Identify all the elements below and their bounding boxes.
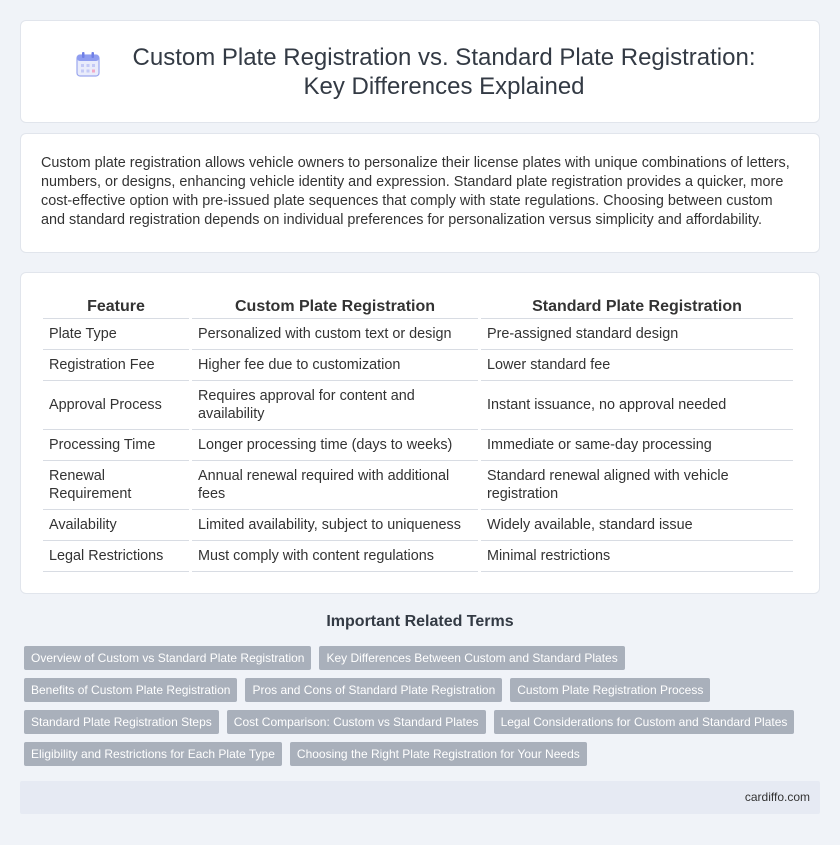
header-custom: Custom Plate Registration [192,293,478,319]
table-cell: Renewal Requirement [43,461,189,510]
tag-row [24,710,820,734]
calendar-icon [76,51,100,77]
table-cell: Must comply with content regulations [192,541,478,572]
table-cell: Approval Process [43,381,189,430]
tag-row [24,678,820,702]
related-term-tag[interactable]: Choosing the Right Plate Registration for Your Needs [290,742,587,766]
tag-row [24,646,820,670]
footer [20,781,820,814]
comparison-table [40,293,796,572]
related-term-tag[interactable]: Standard Plate Registration Steps [24,710,219,734]
header-standard: Standard Plate Registration [481,293,793,319]
table-cell: Higher fee due to customization [192,350,478,381]
table-cell: Standard renewal aligned with vehicle registration [481,461,793,510]
table-row [43,319,793,350]
related-term-tag[interactable]: Legal Considerations for Custom and Standard Plates [494,710,795,734]
related-terms-heading: Important Related Terms [326,613,514,630]
title-card [20,20,820,123]
related-term-tag[interactable]: Eligibility and Restrictions for Each Plate Type [24,742,282,766]
table-header-row [43,293,793,319]
table-cell: Requires approval for content and availability [192,381,478,430]
table-cell: Pre-assigned standard design [481,319,793,350]
intro-paragraph: Custom plate registration allows vehicle owners to personalize their license plates with unique combinations of letters, numbers, or designs, enhancing vehicle identity and expression. Standard plate registration provides a quicker, more cost-effective option with pre-issued plate sequences that comply with state regulations. Choosing between custom and standard registration depends on individual preferences for personalization versus simplicity and affordability. [41,155,790,228]
table-cell: Registration Fee [43,350,189,381]
table-cell: Annual renewal required with additional fees [192,461,478,510]
table-cell: Legal Restrictions [43,541,189,572]
table-cell: Minimal restrictions [481,541,793,572]
related-term-tag[interactable]: Cost Comparison: Custom vs Standard Plates [227,710,486,734]
table-row [43,381,793,430]
related-term-tag[interactable]: Benefits of Custom Plate Registration [24,678,237,702]
table-cell: Plate Type [43,319,189,350]
related-term-tag[interactable]: Key Differences Between Custom and Standard Plates [319,646,624,670]
title-wrap [60,43,780,101]
table-cell: Lower standard fee [481,350,793,381]
table-row [43,510,793,541]
tag-row [24,742,820,766]
table-cell: Processing Time [43,430,189,461]
footer-site-link[interactable]: cardiffo.com [744,790,810,804]
table-cell: Immediate or same-day processing [481,430,793,461]
intro-card [20,133,820,253]
page-title: Custom Plate Registration vs. Standard Plate Registration: Key Differences Explained [132,43,756,100]
header-feature: Feature [43,293,189,319]
related-term-tag[interactable]: Pros and Cons of Standard Plate Registration [245,678,502,702]
related-terms-list [24,646,820,774]
table-row [43,541,793,572]
related-term-tag[interactable]: Overview of Custom vs Standard Plate Registration [24,646,311,670]
table-cell: Widely available, standard issue [481,510,793,541]
table-cell: Instant issuance, no approval needed [481,381,793,430]
table-cell: Availability [43,510,189,541]
comparison-card [20,272,820,594]
table-cell: Limited availability, subject to uniqueness [192,510,478,541]
table-row [43,461,793,510]
table-row [43,430,793,461]
table-cell: Longer processing time (days to weeks) [192,430,478,461]
table-row [43,350,793,381]
related-term-tag[interactable]: Custom Plate Registration Process [510,678,710,702]
table-cell: Personalized with custom text or design [192,319,478,350]
